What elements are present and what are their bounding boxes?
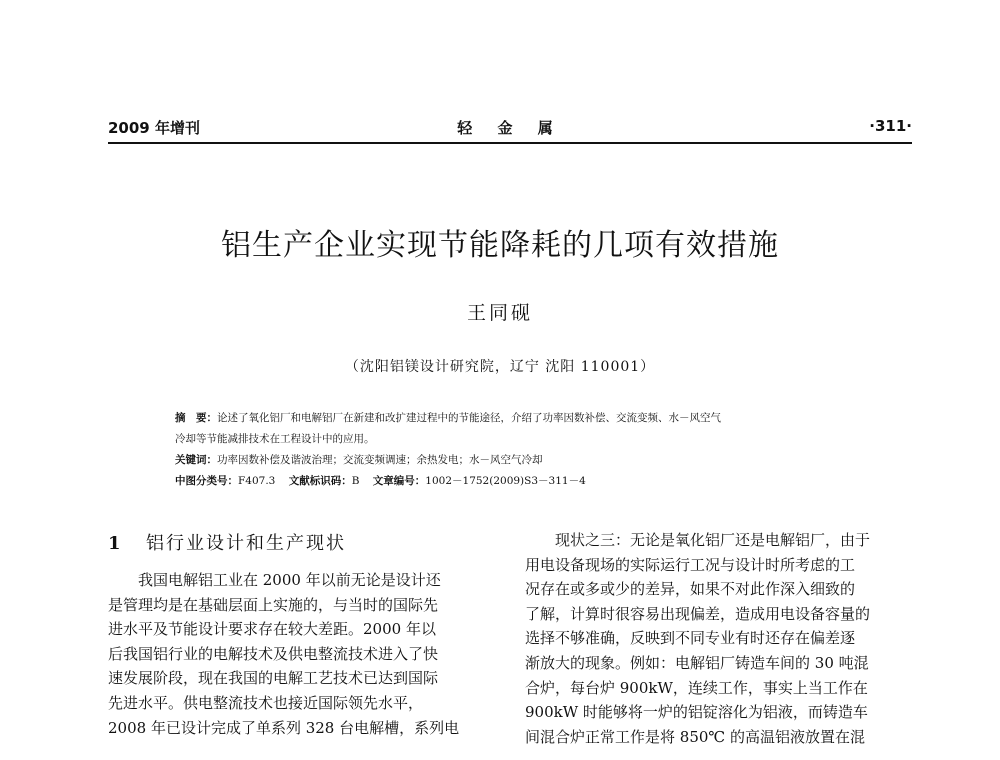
body-line: 我国电解铝工业在 2000 年以前无论是设计还 (138, 571, 441, 589)
author-affiliation: （沈阳铝镁设计研究院，辽宁 沈阳 110001） (344, 359, 656, 375)
body-line: 况存在或多或少的差异，如果不对此作深入细致的 (525, 580, 856, 599)
abstract-label: 摘 要： (175, 412, 217, 424)
keywords-text: 功率因数补偿及谐波治理；交流变频调速；余热发电；水－风空气冷却 (217, 454, 543, 466)
classification-line (175, 471, 865, 492)
left-column (108, 528, 492, 740)
body-line: 合炉，每台炉 900kW，连续工作，事实上当工作在 (525, 678, 868, 697)
right-column (525, 528, 913, 749)
paper-title: 铝生产企业实现节能降耗的几项有效措施 (221, 228, 779, 263)
keywords-label: 关键词： (175, 454, 217, 466)
keywords-line (175, 450, 865, 471)
section-heading (108, 532, 492, 558)
body-line: 间混合炉正常工作是将 850℃ 的高温铝液放置在混 (525, 727, 865, 746)
body-line: 现状之三：无论是氧化铝厂还是电解铝厂，由于 (555, 531, 871, 549)
abstract-line-2: 冷却等节能减排技术在工程设计中的应用。 (175, 433, 375, 445)
section-number: 1 (108, 533, 123, 554)
body-line: 后我国铝行业的电解技术及供电整流技术进入了快 (108, 644, 439, 663)
abstract-line-1 (175, 408, 865, 429)
header-rule (108, 142, 912, 144)
author-name: 王同砚 (466, 302, 533, 324)
abstract-text-1: 论述了氧化铝厂和电解铝厂在新建和改扩建过程中的节能途径，介绍了功率因数补偿、交流变频、水－风空气 (217, 412, 721, 424)
page-header (108, 117, 912, 139)
body-line: 了解，计算时很容易出现偏差，造成用电设备容量的 (525, 604, 871, 623)
abstract-block (175, 408, 865, 492)
article-number-label: 文章编号： (372, 475, 426, 487)
body-line: 进水平及节能设计要求存在较大差距。2000 年以 (108, 620, 436, 639)
body-line: 选择不够准确，反映到不同专业有时还存在偏差逐 (525, 629, 856, 648)
section-title: 铝行业设计和生产现状 (146, 533, 346, 554)
clc-label: 中图分类号： (175, 475, 238, 487)
journal-issue: 2009 年增刊 (108, 119, 200, 137)
body-line: 2008 年已设计完成了单系列 328 台电解槽，系列电 (108, 718, 460, 737)
body-line: 用电设备现场的实际运行工况与设计时所考虑的工 (525, 555, 856, 574)
body-line: 是管理均是在基础层面上实施的，与当时的国际先 (108, 595, 439, 614)
body-line: 速发展阶段，现在我国的电解工艺技术已达到国际 (108, 669, 439, 688)
page-number: ·311· (869, 117, 912, 135)
doc-code-label: 文献标识码： (288, 475, 352, 487)
journal-name: 轻 金 属 (457, 119, 563, 137)
article-number-value: 1002－1752(2009)S3－311－4 (425, 475, 586, 487)
body-line: 先进水平。供电整流技术也接近国际领先水平， (108, 693, 424, 712)
body-line: 渐放大的现象。例如：电解铝厂铸造车间的 30 吨混 (525, 653, 869, 672)
body-line: 900kW 时能够将一炉的铝锭溶化为铝液，而铸造车 (525, 703, 868, 722)
clc-value: F407.3 (238, 475, 276, 487)
doc-code-value: B (351, 475, 360, 487)
